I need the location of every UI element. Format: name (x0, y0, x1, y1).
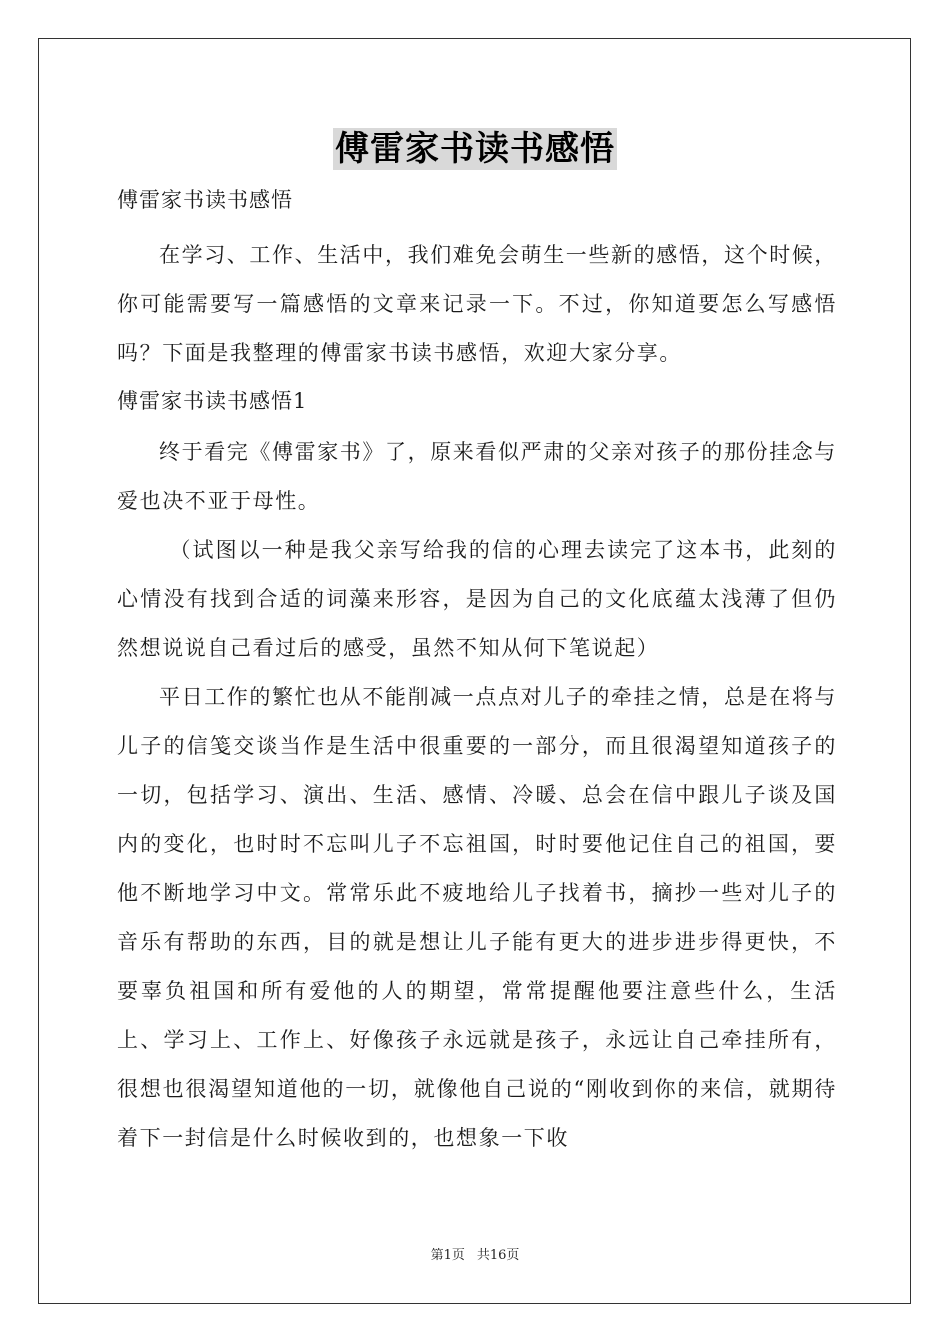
intro-paragraph: 在学习、工作、生活中，我们难免会萌生一些新的感悟，这个时候，你可能需要写一篇感悟的文章来记录一下。不过，你知道要怎么写感悟吗？下面是我整理的傅雷家书读书感悟，欢迎大家分享。 (117, 243, 837, 365)
document-title: 傅雷家书读书感悟 (335, 129, 615, 169)
title-container (0, 128, 950, 170)
document-body (117, 181, 837, 1163)
body-paragraph: 终于看完《傅雷家书》了，原来看似严肃的父亲对孩子的那份挂念与爱也决不亚于母性。 (117, 440, 837, 513)
page-number: 第1页 (430, 1248, 465, 1263)
document-subtitle: 傅雷家书读书感悟 (117, 188, 293, 212)
page-footer (0, 1248, 950, 1264)
section-heading: 傅雷家书读书感悟1 (117, 389, 308, 413)
body-paragraph: （试图以一种是我父亲写给我的信的心理去读完了这本书，此刻的心情没有找到合适的词藻来形容，是因为自己的文化底蕴太浅薄了但仍然想说说自己看过后的感受，虽然不知从何下笔说起） (117, 538, 837, 660)
page-total: 共16页 (476, 1248, 520, 1263)
body-paragraph: 平日工作的繁忙也从不能削减一点点对儿子的牵挂之情，总是在将与儿子的信笺交谈当作是生活中很重要的一部分，而且很渴望知道孩子的一切，包括学习、演出、生活、感情、冷暖、总会在信中跟儿子谈及国内的变化，也时时不忘叫儿子不忘祖国，时时要他记住自己的祖国，要他不断地学习中文。常常乐此不疲地给儿子找着书，摘抄一些对儿子的音乐有帮助的东西，目的就是想让儿子能有更大的进步进步得更快，不要辜负祖国和所有爱他的人的期望，常常提醒他要注意些什么，生活上、学习上、工作上、好像孩子永远就是孩子，永远让自己牵挂所有，很想也很渴望知道他的一切，就像他自己说的“刚收到你的来信，就期待着下一封信是什么时候收到的，也想象一下收 (117, 685, 837, 1150)
